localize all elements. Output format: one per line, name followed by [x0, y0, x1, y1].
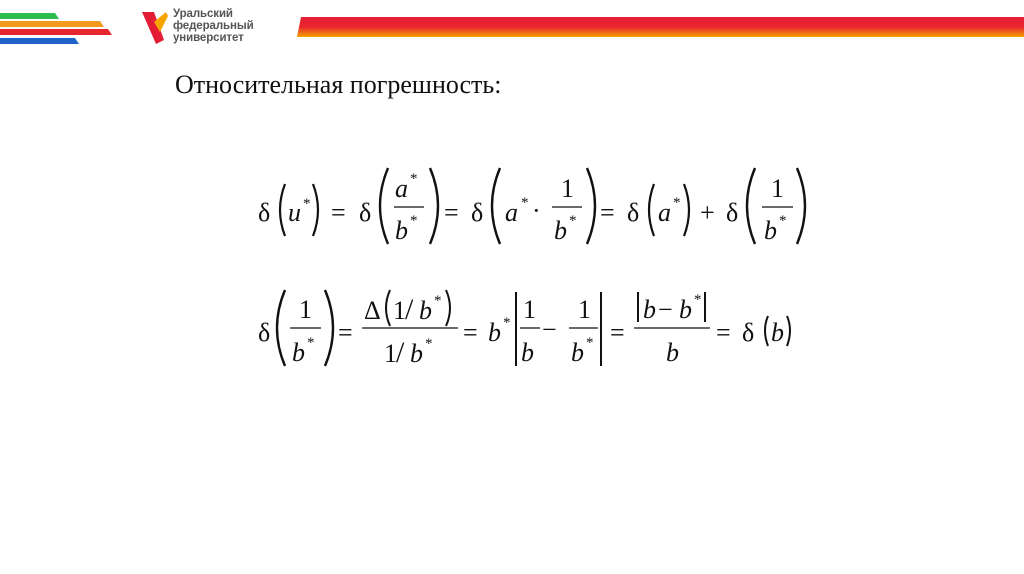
f1-eq-1: = — [331, 198, 346, 227]
f1-eq-2: = — [444, 198, 459, 227]
f2-delta-2: δ — [742, 318, 755, 347]
f1-a-2-star: * — [673, 195, 681, 211]
f2-b-den-1-star: * — [307, 335, 315, 351]
f2-eq-4: = — [716, 318, 731, 347]
f2-one-den: 1 — [384, 339, 397, 368]
f1-one-num-2: 1 — [771, 174, 784, 203]
f2-eq-2: = — [463, 318, 478, 347]
f2-paren-right-2 — [446, 290, 450, 326]
f2-delta-1: δ — [258, 318, 271, 347]
slide-title: Относительная погрешность: — [175, 70, 502, 99]
f2-b-den-3: b — [521, 338, 534, 367]
f2-eq-3: = — [610, 318, 625, 347]
university-name-line-3: университет — [173, 32, 244, 44]
f1-u-star: * — [303, 196, 311, 212]
f1-a-star: * — [521, 195, 529, 211]
f2-b-num-3: b — [679, 295, 692, 324]
f2-Delta: Δ — [364, 296, 381, 325]
f2-one-num-3: 1 — [523, 295, 536, 324]
f2-b-num-3-star: * — [694, 292, 702, 308]
f2-paren-left-1 — [277, 290, 285, 366]
f2-paren-right-1 — [325, 290, 333, 366]
f2-b-coef: b — [488, 318, 501, 347]
f1-eq-3: = — [600, 198, 615, 227]
f2-slash-2: / — [396, 336, 405, 369]
f2-slash-1: / — [405, 293, 414, 326]
f1-b-den-2-star: * — [569, 213, 577, 229]
f2-paren-left-2 — [386, 290, 390, 326]
f2-one-num-2: 1 — [393, 296, 406, 325]
university-name-line-2: федеральный — [173, 20, 254, 32]
f1-dot: · — [532, 196, 541, 225]
f2-b-den-2: b — [410, 339, 423, 368]
f1-one-num: 1 — [561, 174, 574, 203]
university-name-line-1: Уральский — [173, 8, 233, 20]
f1-delta-5: δ — [726, 198, 739, 227]
f1-a-num-star: * — [410, 171, 418, 187]
f2-b-num-2: b — [643, 295, 656, 324]
f2-b-final: b — [771, 318, 784, 347]
f1-b-den-star: * — [410, 213, 418, 229]
f1-delta-1: δ — [258, 198, 271, 227]
f1-delta-3: δ — [471, 198, 484, 227]
f2-b-den-4-star: * — [586, 335, 594, 351]
f2-b-num-star: * — [434, 293, 442, 309]
f2-minus: − — [542, 315, 557, 344]
f2-b-den-1: b — [292, 338, 305, 367]
f2-one-num-4: 1 — [578, 295, 591, 324]
f1-b-den-3: b — [764, 216, 777, 245]
f1-b-den: b — [395, 216, 408, 245]
f2-paren-right-3 — [787, 316, 790, 346]
f2-b-num: b — [419, 296, 432, 325]
f2-minus-2: − — [658, 295, 673, 324]
f1-a: a — [505, 198, 518, 227]
f2-b-coef-star: * — [503, 315, 511, 331]
f2-b-den-4: b — [571, 338, 584, 367]
f1-a-2: a — [658, 198, 671, 227]
f1-b-den-3-star: * — [779, 213, 787, 229]
f2-one-num-1: 1 — [299, 295, 312, 324]
f1-u: u — [288, 198, 301, 227]
f1-delta-4: δ — [627, 198, 640, 227]
f1-a-num: a — [395, 174, 408, 203]
f1-b-den-2: b — [554, 216, 567, 245]
f2-paren-left-3 — [765, 316, 768, 346]
f1-delta-2: δ — [359, 198, 372, 227]
f1-plus: + — [700, 198, 715, 227]
f2-eq-1: = — [338, 318, 353, 347]
f2-b-den-2-star: * — [425, 336, 433, 352]
f2-b-den-5: b — [666, 338, 679, 367]
